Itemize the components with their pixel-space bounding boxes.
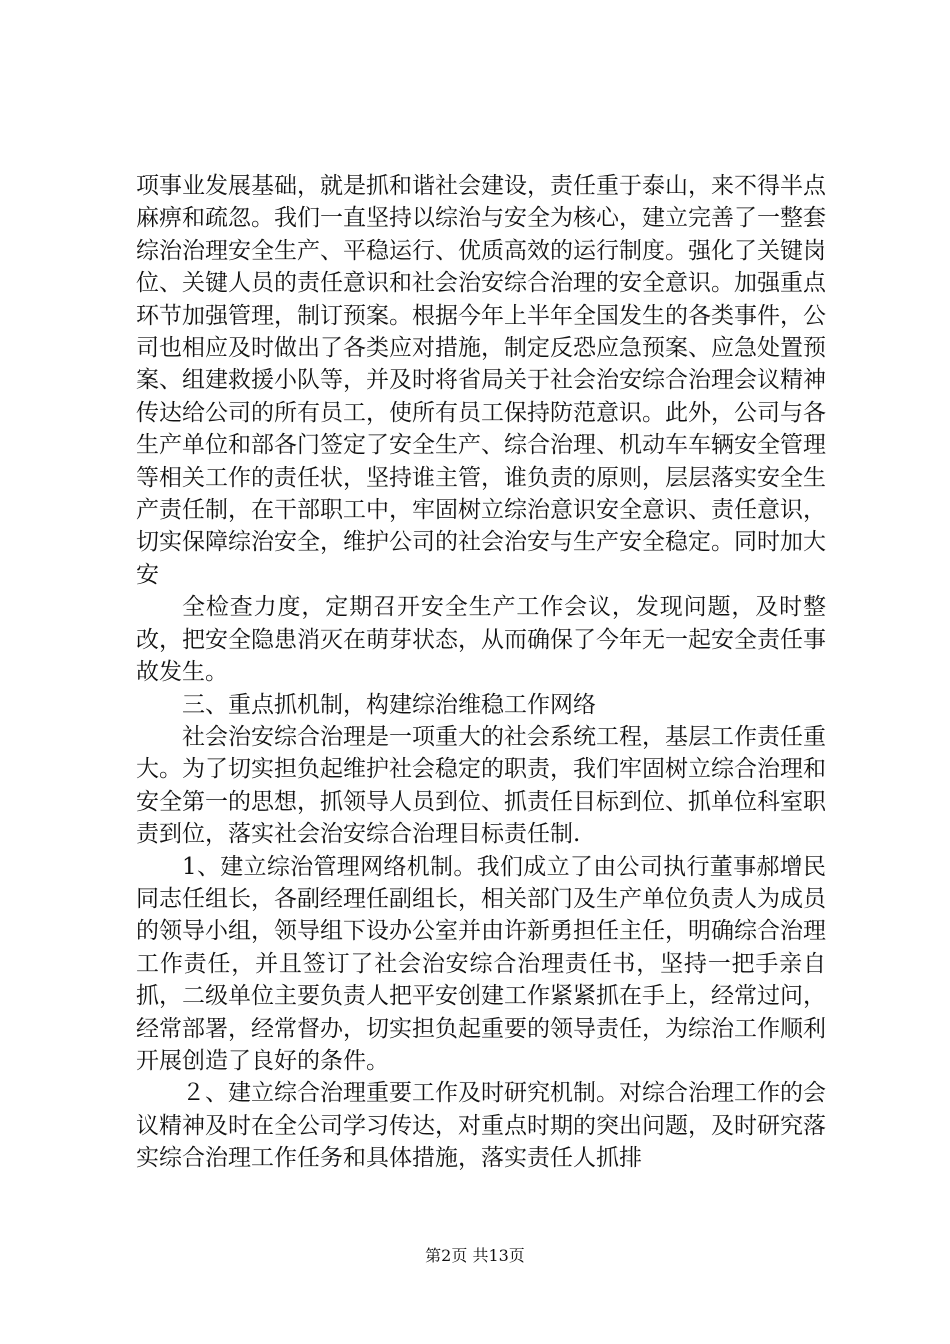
paragraph-1: 项事业发展基础，就是抓和谐社会建设，责任重于泰山，来不得半点麻痹和疏忽。我们一直坚持以综治与安全为核心，建立完善了一整套综治治理安全生产、平稳运行、优质高效的运行制度。强化了关键岗位、关键人员的责任意识和社会治安综合治理的安全意识。加强重点环节加强管理，制订预案。根据今年上半年全国发生的各类事件，公司也相应及时做出了各类应对措施，制定反恐应急预案、应急处置预案、组建救援小队等，并及时将省局关于社会治安综合治理会议精神传达给公司的所有员工，使所有员工保持防范意识。此外，公司与各生产单位和部各门签定了安全生产、综合治理、机动车车辆安全管理等相关工作的责任状，坚持谁主管，谁负责的原则，层层落实安全生产责任制，在干部职工中，牢固树立综治意识安全意识、责任意识，切实保障综治安全，维护公司的社会治安与生产安全稳定。同时加大安 [136,173,826,588]
paragraph-4: 1、建立综治管理网络机制。我们成立了由公司执行董事郝增民同志任组长，各副经理任副组长，相关部门及生产单位负责人为成员的领导小组，领导组下设办公室并由许新勇担任主任，明确综合治理工作责任，并且签订了社会治安综合治理责任书，坚持一把手亲自抓，二级单位主要负责人把平安创建工作紧紧抓在手上，经常过问，经常部署，经常督办，切实担负起重要的领导责任，为综治工作顺利开展创造了良好的条件。 [136,853,826,1074]
paragraph-2: 全检查力度，定期召开安全生产工作会议，发现问题，及时整改，把安全隐患消灭在萌芽状态，从而确保了今年无一起安全责任事故发生。 [136,594,826,686]
paragraph-5: ２、建立综合治理重要工作及时研究机制。对综合治理工作的会议精神及时在全公司学习传达，对重点时期的突出问题，及时研究落实综合治理工作任务和具体措施，落实责任人抓排 [136,1080,826,1172]
section-heading: 三、重点抓机制，构建综治维稳工作网络 [182,691,596,718]
document-body [136,170,826,1175]
page-number-footer: 第2页 共13页 [425,1246,525,1265]
paragraph-3: 社会治安综合治理是一项重大的社会系统工程，基层工作责任重大。为了切实担负起维护社会稳定的职责，我们牢固树立综合治理和安全第一的思想，抓领导人员到位、抓责任目标到位、抓单位科室职责到位，落实社会治安综合治理目标责任制. [136,723,826,848]
